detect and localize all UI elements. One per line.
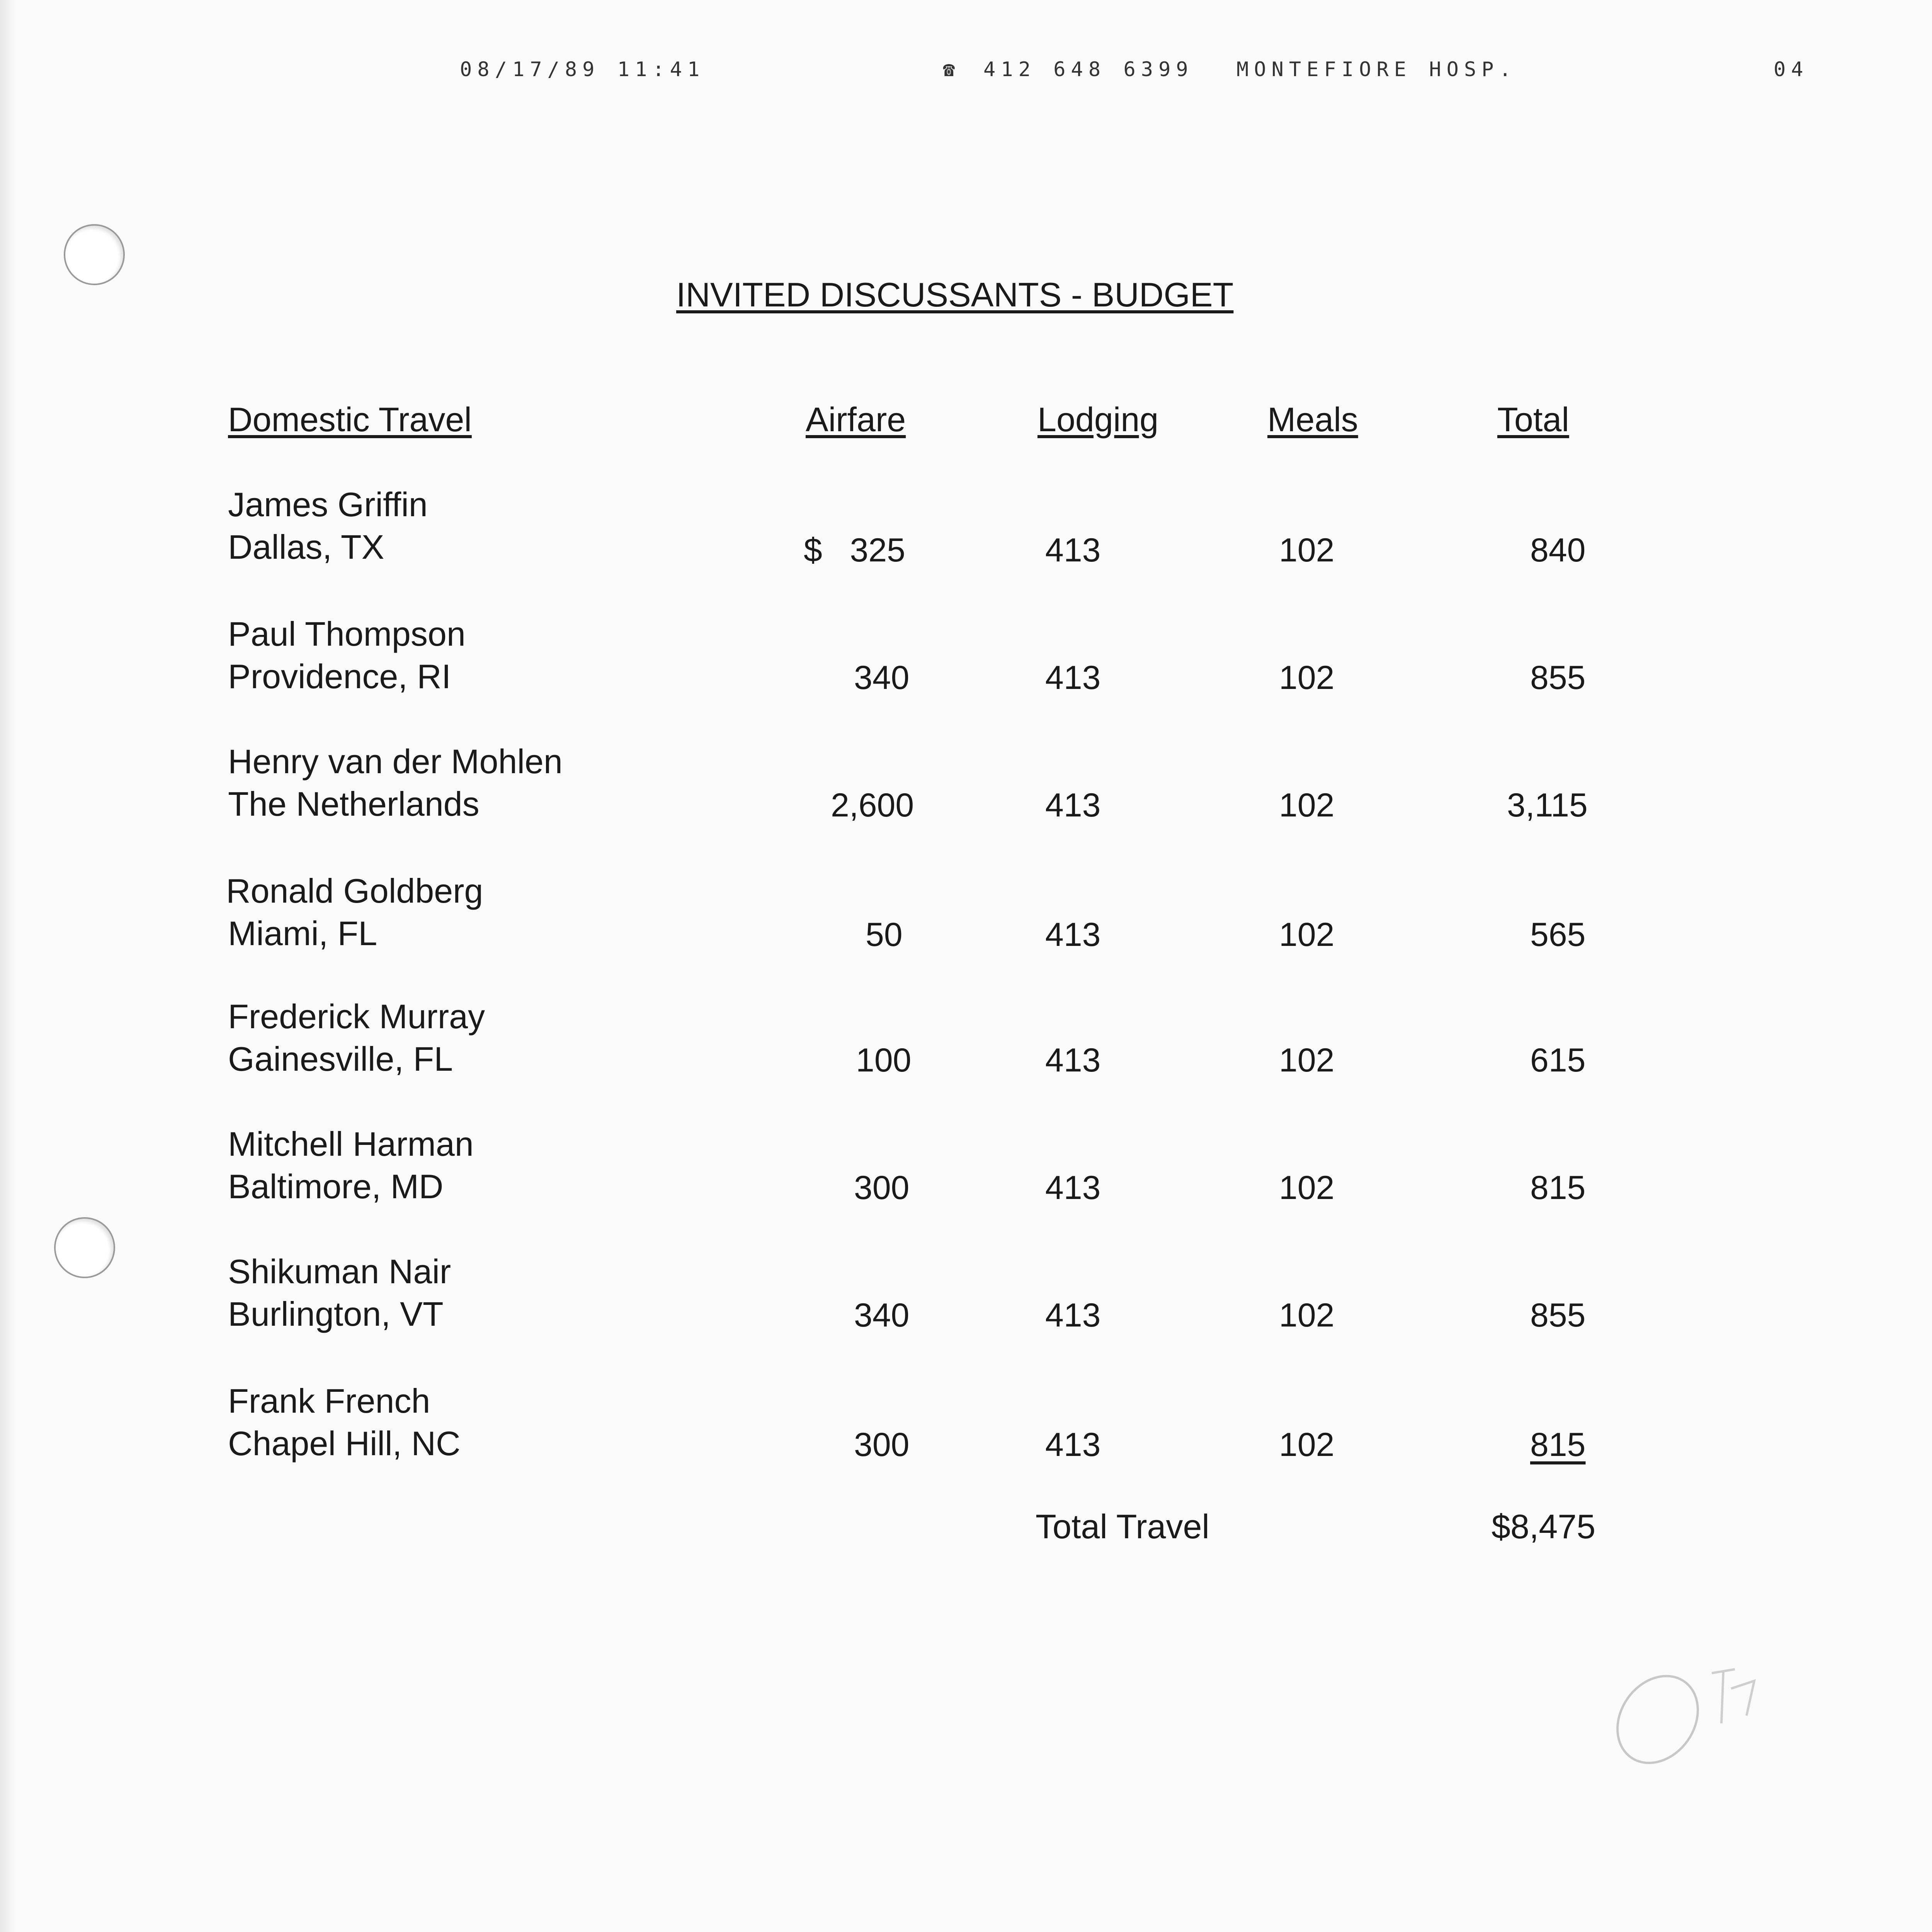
discussant-name: Paul Thompson (228, 615, 466, 653)
meals-value: 102 (1279, 1042, 1335, 1079)
meals-value: 102 (1279, 1169, 1335, 1206)
column-header-meals: Meals (1267, 400, 1358, 439)
discussant-name: Ronald Goldberg (226, 872, 483, 910)
meals-value: 102 (1279, 1297, 1335, 1334)
airfare-value: 340 (854, 1297, 910, 1334)
airfare-value: 300 (854, 1426, 910, 1463)
meals-value: 102 (1279, 916, 1335, 953)
lodging-value: 413 (1045, 1169, 1101, 1206)
airfare-value: 50 (866, 916, 903, 953)
airfare-value: $ 325 (804, 532, 905, 569)
total-travel-value: $8,475 (1492, 1507, 1596, 1546)
row-total-value: 565 (1530, 916, 1586, 953)
lodging-value: 413 (1045, 532, 1101, 569)
discussant-name: Shikuman Nair (228, 1252, 451, 1291)
meals-value: 102 (1279, 659, 1335, 696)
meals-value: 102 (1279, 787, 1335, 824)
discussant-name: Mitchell Harman (228, 1125, 474, 1163)
airfare-value: 300 (854, 1169, 910, 1206)
row-total-value: 615 (1530, 1042, 1586, 1079)
row-total-value: 815 (1530, 1426, 1586, 1463)
airfare-value: 100 (856, 1042, 912, 1079)
lodging-value: 413 (1045, 1042, 1101, 1079)
column-header-lodging: Lodging (1037, 400, 1159, 439)
discussant-name: Frederick Murray (228, 997, 485, 1036)
discussant-location: Burlington, VT (228, 1295, 444, 1333)
fax-phone-number: 412 648 6399 (983, 58, 1194, 81)
column-header-domestic-travel: Domestic Travel (228, 400, 472, 439)
meals-value: 102 (1279, 532, 1335, 569)
discussant-location: The Netherlands (228, 785, 480, 823)
discussant-name: Henry van der Mohlen (228, 742, 563, 781)
row-total-value: 855 (1530, 1297, 1586, 1334)
discussant-location: Baltimore, MD (228, 1167, 444, 1206)
discussant-location: Miami, FL (228, 914, 378, 952)
airfare-value: 340 (854, 659, 910, 696)
punch-hole-middle (54, 1217, 115, 1278)
fax-sender: MONTEFIORE HOSP. (1236, 58, 1517, 81)
lodging-value: 413 (1045, 916, 1101, 953)
row-total-value: 840 (1530, 532, 1586, 569)
column-header-total: Total (1497, 400, 1569, 439)
fax-page-number: 04 (1774, 58, 1809, 81)
punch-hole-top (64, 224, 125, 285)
discussant-location: Gainesville, FL (228, 1040, 453, 1078)
pencil-mark (1615, 1642, 1777, 1766)
fax-datetime: 08/17/89 11:41 (460, 58, 705, 81)
discussant-name: James Griffin (228, 485, 428, 524)
discussant-name: Frank French (228, 1382, 430, 1420)
row-total-value: 3,115 (1507, 787, 1588, 824)
document-title: INVITED DISCUSSANTS - BUDGET (676, 276, 1234, 314)
scan-edge-left (0, 0, 15, 1932)
airfare-value: 2,600 (831, 787, 914, 824)
meals-value: 102 (1279, 1426, 1335, 1463)
column-header-airfare: Airfare (806, 400, 906, 439)
lodging-value: 413 (1045, 659, 1101, 696)
fax-phone-icon: ☎ (943, 58, 961, 81)
lodging-value: 413 (1045, 1297, 1101, 1334)
row-total-value: 855 (1530, 659, 1586, 696)
discussant-location: Providence, RI (228, 657, 451, 696)
discussant-location: Dallas, TX (228, 528, 384, 566)
lodging-value: 413 (1045, 787, 1101, 824)
total-travel-label: Total Travel (1036, 1507, 1209, 1546)
row-total-value: 815 (1530, 1169, 1586, 1206)
discussant-location: Chapel Hill, NC (228, 1424, 461, 1463)
lodging-value: 413 (1045, 1426, 1101, 1463)
